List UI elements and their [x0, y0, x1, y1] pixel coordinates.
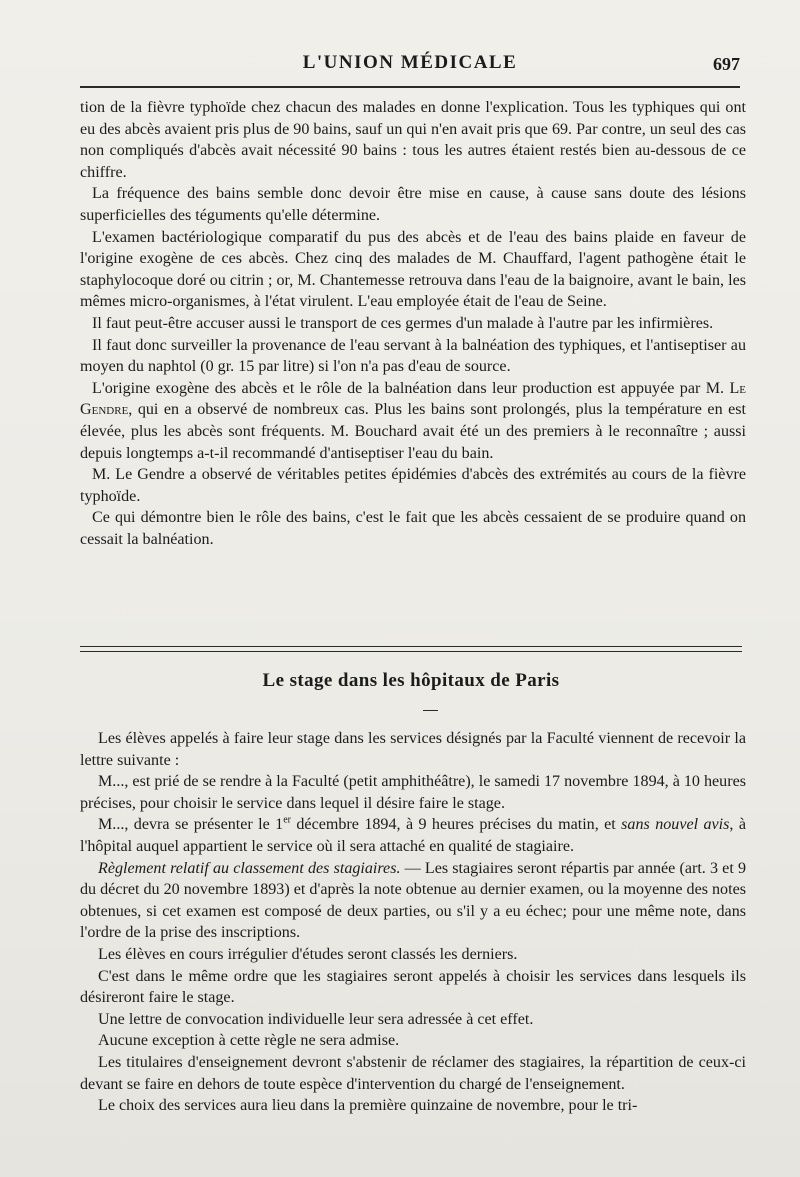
page-number: 697: [713, 54, 740, 74]
author-name: Le Gendre: [80, 379, 746, 419]
text-run: , qui en a observé de nombreux cas. Plus les bains sont prolongés, plus la température en est élevée, plus les abcès sont fréquents. M. Bouchard avait été un des premiers à le reconnaître ; aussi depuis longtemps a-t-il recommandé d'antiseptiser l'eau du bain.: [80, 401, 746, 462]
superscript: er: [283, 815, 291, 827]
regulation-heading: Règlement relatif au classement des stagiaires.: [98, 859, 401, 877]
title-dash: [423, 710, 438, 711]
paragraph: La fréquence des bains semble donc devoir être mise en cause, à cause sans doute des lésions superficielles des téguments qu'elle détermine.: [80, 185, 746, 224]
paragraph: [80, 378, 746, 464]
paragraph: [80, 858, 746, 944]
paragraph: Aucune exception à cette règle ne sera admise.: [98, 1032, 400, 1050]
article-hospital-internship: [80, 728, 746, 1117]
header-rule: [80, 86, 740, 88]
running-head: [80, 52, 740, 82]
paragraph: Ce qui démontre bien le rôle des bains, c'est le fait que les abcès cessaient de se produire quand on cessait la balnéation.: [80, 509, 746, 548]
text-run: décembre 1894, à 9 heures précises du matin, et: [290, 816, 622, 834]
paragraph: Les titulaires d'enseignement devront s'abstenir de réclamer des stagiaires, la répartition de ceux-ci devant se faire en dehors de toute espèce d'intervention du chargé de l'enseignement.: [80, 1053, 746, 1093]
paragraph: Une lettre de convocation individuelle leur sera adressée à cet effet.: [98, 1010, 534, 1028]
text-run: L'origine exogène des abcès et le rôle de la balnéation dans leur production est appuyée par M.: [92, 379, 730, 397]
paragraph: Les élèves appelés à faire leur stage dans les services désignés par la Faculté viennent de recevoir la lettre suivante :: [80, 730, 746, 769]
paragraph: Il faut peut-être accuser aussi le transport de ces germes d'un malade à l'autre par les infirmières.: [92, 314, 714, 332]
section-title: Le stage dans les hôpitaux de Paris: [262, 670, 560, 691]
paragraph: C'est dans le même ordre que les stagiaires seront appelés à choisir les services dans lesquels ils désireront faire le stage.: [80, 967, 746, 1007]
section-separator: [80, 646, 742, 652]
paragraph: L'examen bactériologique comparatif du pus des abcès et de l'eau des bains plaide en faveur de l'origine exogène de ces abcès. Chez cinq des malades de M. Chauffard, l'agent pathogène était le staphylocoque doré ou citrin ; or, M. Chantemesse retrouva dans l'eau de la baignoire, avant le bain, les mêmes micro-organismes, à l'état virulent. L'eau employée était de l'eau de Seine.: [80, 228, 746, 311]
paragraph: [80, 814, 746, 857]
text-run: , à l'hôpital auquel appartient le service où il sera attaché en qualité de stagiaire.: [80, 816, 746, 855]
paragraph: Les élèves en cours irrégulier d'études seront classés les derniers.: [98, 945, 518, 963]
italic-phrase: sans nouvel avis: [621, 816, 730, 834]
paragraph: M..., est prié de se rendre à la Faculté (petit amphithéâtre), le samedi 17 novembre 1894, à 10 heures précises, pour choisir le service dans lequel il désire faire le stage.: [80, 773, 746, 812]
paragraph: Le choix des services aura lieu dans la première quinzaine de novembre, pour le tri-: [98, 1097, 638, 1115]
text-run: M..., devra se présenter le 1: [98, 816, 284, 834]
paragraph: tion de la fièvre typhoïde chez chacun des malades en donne l'explication. Tous les typhiques qui ont eu des abcès avaient pris plus de 90 bains, sauf un qui n'en avait pris que 69. Par contre, un seul des cas non compliqués d'abcès avait nécessité 90 bains : tous les autres étaient restés bien au-dessous de ce chiffre.: [80, 99, 746, 181]
text-run: — Les stagiaires seront répartis par année (art. 3 et 9 du décret du 20 novembre 1893) et d'après la note obtenue au dernier examen, ou la moyenne des notes obtenues, si cet examen est composé de deux parties, ou s'il y a eu échec; pour une même note, dans l'ordre de la prise des inscriptions.: [80, 859, 746, 942]
paragraph: Il faut donc surveiller la provenance de l'eau servant à la balnéation des typhiques, et l'antiseptiser au moyen du naphtol (0 gr. 15 par litre) si l'on n'a pas d'eau de source.: [80, 336, 746, 376]
article-typhoid-abscesses: [80, 97, 746, 550]
running-title: L'UNION MÉDICALE: [302, 52, 518, 73]
paragraph: M. Le Gendre a observé de véritables petites épidémies d'abcès des extrémités au cours de la fièvre typhoïde.: [80, 466, 746, 505]
